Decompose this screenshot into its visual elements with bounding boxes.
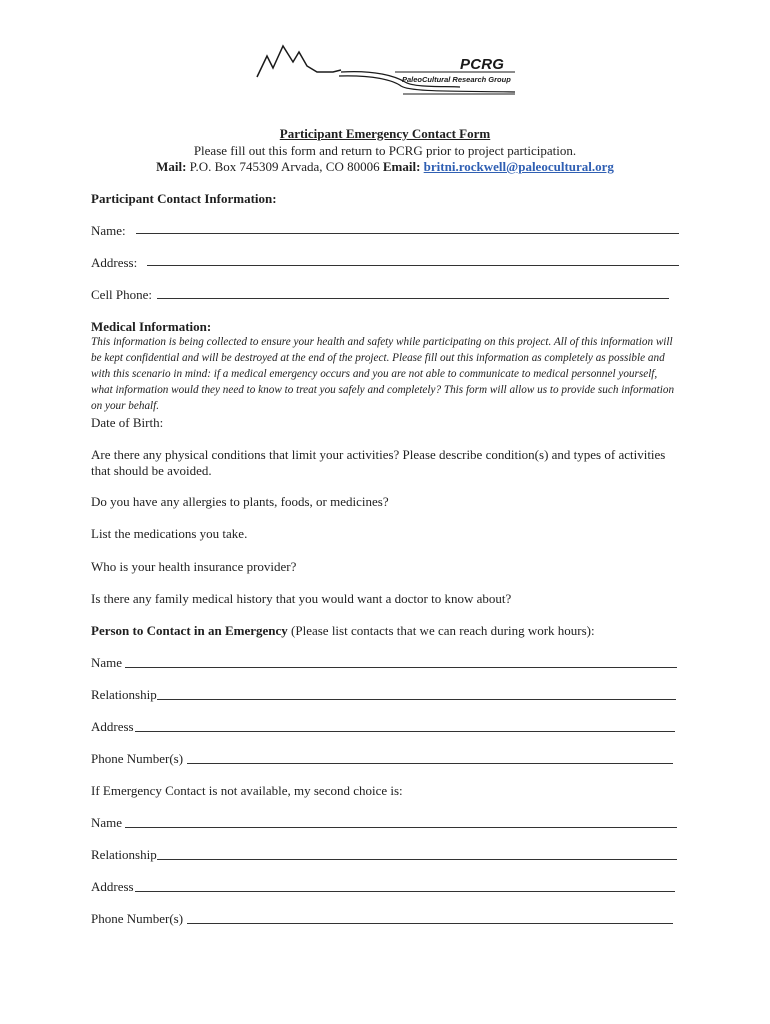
ec-phone-label: Phone Number(s): [91, 751, 184, 766]
form-instructions: Please fill out this form and return to PCRG prior to project participation.: [193, 143, 577, 158]
insurance-question: Who is your health insurance provider?: [91, 559, 297, 574]
ec-phone-field[interactable]: [187, 763, 673, 764]
pcrg-logo: [255, 42, 520, 100]
ec-name-label: Name: [91, 655, 123, 670]
name-label: Name:: [91, 223, 126, 238]
ec-address-field[interactable]: [135, 731, 675, 732]
logo-title: PCRG: [460, 56, 505, 73]
ec2-phone-label: Phone Number(s): [91, 911, 184, 926]
ec2-address-label: Address: [91, 879, 134, 894]
address-field[interactable]: [147, 265, 679, 266]
mail-address: P.O. Box 745309 Arvada, CO 80006: [186, 159, 383, 174]
name-field[interactable]: [136, 233, 679, 234]
logo-subtitle: PaleoCultural Research Group: [402, 75, 511, 84]
ec-relationship-label: Relationship: [91, 687, 157, 702]
conditions-question: Are there any physical conditions that limit your activities? Please describe condition(s) and types of activities that should be avoided.: [91, 447, 666, 478]
emergency-heading-line: [91, 623, 595, 639]
ec2-name-label: Name: [91, 815, 123, 830]
ec2-address-field[interactable]: [135, 891, 675, 892]
email-link[interactable]: britni.rockwell@paleocultural.org: [423, 159, 614, 174]
ec2-relationship-field[interactable]: [157, 859, 677, 860]
cell-phone-field[interactable]: [157, 298, 669, 299]
mail-label: Mail:: [156, 159, 187, 174]
ec-address-label: Address: [91, 719, 134, 734]
address-label: Address:: [91, 255, 138, 270]
email-label: Email:: [382, 159, 421, 174]
emergency-heading-note: (Please list contacts that we can reach during work hours):: [287, 623, 595, 638]
emergency-heading: Person to Contact in an Emergency: [91, 623, 288, 638]
allergies-question: Do you have any allergies to plants, foods, or medicines?: [91, 494, 389, 509]
medical-note: This information is being collected to ensure your health and safety while participating on this project. All of this information will be kept confidential and will be destroyed at the end of the project. Please fill out this information as completely as possible and with this scenario in mind: if a medical emergency occurs and you are not able to communicate to medical personnel yourself, what information would they need to know to treat you safely and completely? This form will allow us to provide such information on your behalf.: [91, 336, 675, 412]
participant-heading: Participant Contact Information:: [91, 191, 277, 206]
history-question: Is there any family medical history that you would want a doctor to know about?: [91, 591, 512, 606]
medications-question: List the medications you take.: [91, 526, 248, 541]
ec2-phone-field[interactable]: [187, 923, 673, 924]
ec2-name-field[interactable]: [125, 827, 677, 828]
medical-heading: Medical Information:: [91, 319, 212, 334]
contact-line: [0, 159, 770, 175]
ec-relationship-field[interactable]: [157, 699, 676, 700]
dob-label: Date of Birth:: [91, 415, 164, 430]
ec-name-field[interactable]: [125, 667, 677, 668]
form-title: Participant Emergency Contact Form: [279, 126, 491, 141]
second-choice-text: If Emergency Contact is not available, my second choice is:: [91, 783, 403, 798]
ec2-relationship-label: Relationship: [91, 847, 157, 862]
cell-phone-label: Cell Phone:: [91, 287, 153, 302]
